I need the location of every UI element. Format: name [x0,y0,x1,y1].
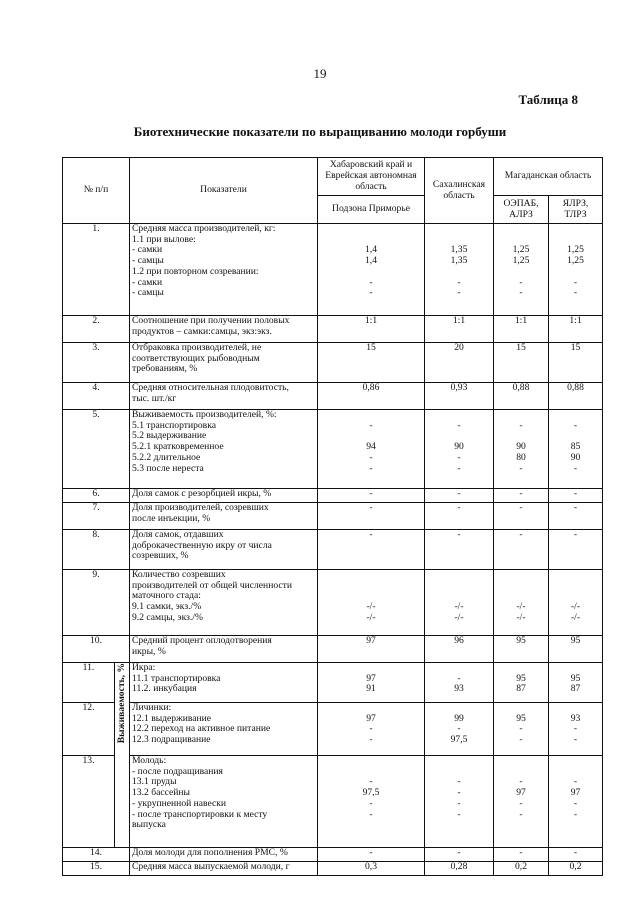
indicator-line: Личинки: [132,703,172,713]
indicator-line: 1.1 при вылове: [132,234,196,245]
value-sakhalin: 0,28 [425,862,494,876]
indicator-cell [130,224,318,316]
biotech-table [62,157,603,876]
indicator-line: доброкачественную икру от числа [132,540,272,551]
value-line: 87 [516,684,526,695]
value-line [551,703,600,714]
indicator-line: соответствующих рыбоводным [132,353,260,364]
value-line [427,820,491,831]
value-khabarovsk: - [318,503,425,530]
indicator-line: 5.2.1 кратковременное [132,442,224,453]
value-line [320,410,422,421]
indicator-line: Отбраковка производителей, не [132,343,262,353]
value-line: 97,5 [362,788,380,799]
table-row [63,570,603,636]
value-line: - [573,809,578,820]
indicator-line: 11.2. инкубация [132,684,197,695]
indicator-line: 13.1 пруды [132,777,177,788]
value-line [427,224,491,235]
indicator-line: требованиям, % [132,364,198,375]
indicator-line: 5.1 транспортировка [132,420,216,431]
value-line [427,581,491,592]
value-line: - [369,288,373,299]
value-sakhalin [425,570,494,636]
value-line [427,267,491,278]
value-yalrz [549,224,603,316]
value-oepab: 0,88 [494,383,549,410]
value-yalrz: 0,88 [549,383,603,410]
value-line: - [573,777,578,788]
value-line: 1,4 [365,245,377,256]
indicator-line: тыс. шт./кг [132,393,177,404]
value-line [427,235,491,246]
row-number: 10. [63,636,130,663]
value-line [496,410,546,421]
value-line: - [457,452,461,463]
indicator-line: 12.3 подращивание [132,735,211,746]
indicator-line: Доля производителей, созревших [132,503,269,513]
value-sakhalin: - [425,503,494,530]
value-line [551,431,600,442]
indicator-line: - самцы [132,256,164,267]
value-line: -/- [570,612,581,623]
header-num: № п/п [63,158,130,224]
value-line [551,663,600,674]
page-number: 19 [313,66,327,81]
value-line: -/- [366,602,376,613]
indicator-cell [130,848,318,862]
value-line: - [457,277,461,288]
value-line: 1,25 [512,256,530,267]
table-row [63,636,603,663]
value-line: 1,25 [567,245,584,256]
value-oepab: 1:1 [494,316,549,343]
indicator-line: продуктов – самки:самцы, экз:экз. [132,326,272,337]
value-line: - [369,798,373,809]
value-yalrz: - [549,848,603,862]
indicator-line: - самки [132,245,163,256]
indicator-line: 12.1 выдерживание [132,713,212,724]
value-line: 1,35 [450,245,468,256]
value-line: - [519,463,523,474]
indicator-cell [130,503,318,530]
value-khabarovsk [318,224,425,316]
value-line: 99 [454,713,464,724]
value-line: 90 [570,452,581,463]
value-line: - [519,288,523,299]
value-yalrz: 1:1 [549,316,603,343]
table-row [63,703,603,756]
value-line: - [519,777,523,788]
value-line: 1,25 [512,245,530,256]
value-line: 80 [516,452,526,463]
value-line: - [369,277,373,288]
indicator-line: Доля самок с резорбцией икры, % [132,489,272,499]
value-line: -/- [516,602,526,613]
indicator-line: - после транспортировки к месту [132,809,268,820]
table-label: Таблица 8 [518,92,578,107]
table-row [63,756,603,848]
value-line [551,767,600,778]
value-line [427,591,491,602]
indicator-line: после инъекции, % [132,513,211,524]
indicator-line: Доля самок, отдавших [132,530,224,540]
value-sakhalin: 1:1 [425,316,494,343]
table-title: Биотехнические показатели по выращиванию молоди горбуши [133,124,507,139]
indicator-line: 5.2.2 длительное [132,452,201,463]
indicator-cell [130,703,318,756]
value-line [320,235,422,246]
indicator-line: - самки [132,277,163,288]
value-line: - [519,809,523,820]
value-line [320,703,422,714]
value-yalrz: - [549,489,603,503]
indicator-line: Соотношение при получении половых [132,316,290,326]
value-line: 94 [366,442,376,453]
value-line [496,820,546,831]
value-line: 97 [366,673,376,684]
value-line: 1,4 [365,256,377,267]
value-line [551,570,600,581]
value-line [320,581,422,592]
value-line [320,663,422,674]
value-line: - [573,277,578,288]
value-khabarovsk: 15 [318,343,425,383]
value-line: - [457,673,461,684]
value-sakhalin: 20 [425,343,494,383]
value-yalrz [549,663,603,703]
indicator-line: Средняя относительная плодовитость, [132,383,289,393]
value-line: 97,5 [450,735,468,746]
value-sakhalin: - [425,530,494,570]
row-number: 2. [63,316,130,343]
indicator-line: выпуска [132,820,166,831]
value-line: 95 [516,673,526,684]
value-line [320,267,422,278]
row-number: 15. [63,862,130,876]
value-line [427,703,491,714]
value-line: - [369,420,373,431]
value-khabarovsk [318,756,425,848]
value-yalrz: - [549,530,603,570]
table-row [63,530,603,570]
value-line: 87 [570,684,581,695]
value-sakhalin: 96 [425,636,494,663]
indicator-cell [130,383,318,410]
value-sakhalin: - [425,489,494,503]
indicator-line: 12.2 переход на активное питание [132,724,271,735]
indicator-line: - после подращивания [132,766,223,777]
value-line [496,267,546,278]
indicator-line: Средний процент оплодотворения [132,636,272,646]
indicator-line: Выживаемость производителей, %: [132,410,277,420]
table-row [63,848,603,862]
value-line: - [519,277,523,288]
indicator-cell [130,636,318,663]
value-line [551,224,600,235]
indicator-line: производителей от общей численности [132,580,292,591]
indicator-line: 13.2 бассейны [132,788,190,799]
value-sakhalin [425,224,494,316]
value-khabarovsk: - [318,489,425,503]
value-line [427,410,491,421]
value-line [551,267,600,278]
value-line: - [457,777,461,788]
header-yalrz: ЯЛРЗ, ТЛРЗ [549,196,603,224]
indicator-line: - укрупненной навески [132,798,227,809]
value-line: - [369,452,373,463]
value-line: - [369,735,373,746]
value-line [551,410,600,421]
row-number: 3. [63,343,130,383]
value-oepab [494,410,549,489]
value-yalrz: - [549,503,603,530]
table-row [63,503,603,530]
value-oepab: 0,2 [494,862,549,876]
value-khabarovsk: 0,86 [318,383,425,410]
value-oepab [494,224,549,316]
value-line: - [573,463,578,474]
header-oepab: ОЭПАБ, АЛРЗ [494,196,549,224]
value-line [551,820,600,831]
value-line [551,235,600,246]
value-line [496,756,546,767]
value-line: -/- [366,612,376,623]
row-number: 14. [63,848,130,862]
value-yalrz [549,570,603,636]
value-line [320,756,422,767]
indicator-cell [130,663,318,703]
value-line: 95 [516,713,526,724]
value-line: - [457,788,461,799]
value-line: 90 [454,442,464,453]
indicator-line: Количество созревших [132,570,226,580]
table-row [63,862,603,876]
value-line: 97 [516,788,526,799]
indicator-line: 1.2 при повторном созревании: [132,266,259,277]
value-line: - [519,798,523,809]
table-row [63,663,603,703]
value-line: - [573,735,578,746]
value-line: -/- [454,612,464,623]
value-oepab: - [494,503,549,530]
header-indicator: Показатели [130,158,318,224]
indicator-cell [130,530,318,570]
value-line: 85 [570,442,581,453]
indicator-cell [130,343,318,383]
value-oepab [494,756,549,848]
value-line [427,431,491,442]
value-oepab: - [494,848,549,862]
value-sakhalin [425,410,494,489]
value-yalrz: 0,2 [549,862,603,876]
value-line: 90 [516,442,526,453]
value-yalrz [549,703,603,756]
header-khabarovsk: Хабаровский край и Еврейская автономная область [318,158,425,196]
indicator-cell [130,410,318,489]
value-line: - [369,777,373,788]
value-line: -/- [516,612,526,623]
indicator-line: - самцы [132,288,164,299]
row-number: 7. [63,503,130,530]
table-row [63,410,603,489]
row-number: 13. [63,756,115,848]
value-sakhalin [425,663,494,703]
survival-label: Выживаемость, % [116,663,127,744]
value-line [496,663,546,674]
value-line: -/- [570,602,581,613]
value-khabarovsk: - [318,530,425,570]
indicator-cell [130,489,318,503]
indicator-line: 9.2 самцы, экз./% [132,612,203,623]
value-khabarovsk: - [318,848,425,862]
value-line: - [519,724,523,735]
value-khabarovsk [318,410,425,489]
value-line: 1,25 [567,256,584,267]
value-oepab: - [494,530,549,570]
value-yalrz: 15 [549,343,603,383]
value-line: 1,35 [450,256,468,267]
value-line: - [457,463,461,474]
indicator-line: Икра: [132,663,156,673]
value-line: - [457,798,461,809]
value-line [427,756,491,767]
value-oepab: - [494,489,549,503]
value-line [320,767,422,778]
value-line [427,663,491,674]
value-line [496,581,546,592]
value-khabarovsk [318,570,425,636]
value-line [496,591,546,602]
indicator-line: 9.1 самки, экз./% [132,602,202,613]
value-line [320,224,422,235]
table-row [63,224,603,316]
value-line: - [519,735,523,746]
indicator-line: 5.3 после нереста [132,463,204,474]
row-number: 8. [63,530,130,570]
value-oepab [494,703,549,756]
value-line [320,431,422,442]
value-line: 97 [366,713,376,724]
value-yalrz [549,410,603,489]
row-number: 6. [63,489,130,503]
value-line: - [369,724,373,735]
indicator-cell [130,570,318,636]
value-line: - [573,798,578,809]
value-line [551,591,600,602]
indicator-cell [130,316,318,343]
value-line: - [573,724,578,735]
value-line [320,820,422,831]
header-sakhalin: Сахалинская область [425,158,494,224]
value-line [496,703,546,714]
value-khabarovsk: 0,3 [318,862,425,876]
value-line: 93 [454,684,464,695]
value-oepab [494,663,549,703]
value-sakhalin [425,756,494,848]
indicator-line: маточного стада: [132,591,201,602]
value-line: - [573,420,578,431]
value-line: 97 [570,788,581,799]
indicator-line: Доля молоди для пополнения РМС, % [132,848,288,858]
value-line [551,756,600,767]
indicator-line: икры, % [132,646,166,657]
value-khabarovsk [318,663,425,703]
value-sakhalin: 0,93 [425,383,494,410]
table-row [63,343,603,383]
indicator-line: Молодь: [132,756,167,766]
row-number: 1. [63,224,130,316]
value-line [496,570,546,581]
value-line: - [457,288,461,299]
row-number: 4. [63,383,130,410]
value-line [551,581,600,592]
row-number: 9. [63,570,130,636]
table-body [63,224,603,876]
value-oepab [494,570,549,636]
value-oepab: 15 [494,343,549,383]
value-line: - [457,420,461,431]
header-magadan: Магаданская область [494,158,603,196]
value-line [320,591,422,602]
row-number: 11. [63,663,115,703]
value-line: - [457,809,461,820]
indicator-line: 11.1 транспортировка [132,673,221,684]
row-number: 5. [63,410,130,489]
indicator-line: Средняя масса производителей, кг: [132,224,276,234]
value-line: - [457,724,461,735]
value-line: 95 [570,673,581,684]
value-line: - [573,288,578,299]
table-row [63,316,603,343]
value-line [320,570,422,581]
value-yalrz: 95 [549,636,603,663]
value-khabarovsk: 97 [318,636,425,663]
table-row [63,383,603,410]
value-sakhalin [425,703,494,756]
indicator-line: 5.2 выдерживание [132,431,207,442]
value-line [427,570,491,581]
value-khabarovsk [318,703,425,756]
value-line: 91 [366,684,376,695]
value-line: - [369,463,373,474]
value-line: - [519,420,523,431]
value-line [496,235,546,246]
value-line: 93 [570,713,581,724]
value-oepab: 95 [494,636,549,663]
indicator-cell [130,756,318,848]
value-line [496,767,546,778]
indicator-line: созревших, % [132,551,189,562]
value-sakhalin: - [425,848,494,862]
value-khabarovsk: 1:1 [318,316,425,343]
header-primorye: Подзона Приморье [318,196,425,224]
value-line [496,431,546,442]
survival-group-label [115,663,130,848]
value-yalrz [549,756,603,848]
value-line [496,224,546,235]
table-row [63,489,603,503]
value-line: - [369,809,373,820]
indicator-cell [130,862,318,876]
row-number: 12. [63,703,115,756]
value-line [427,767,491,778]
value-line: -/- [454,602,464,613]
indicator-line: Средняя масса выпускаемой молоди, г [132,862,290,872]
